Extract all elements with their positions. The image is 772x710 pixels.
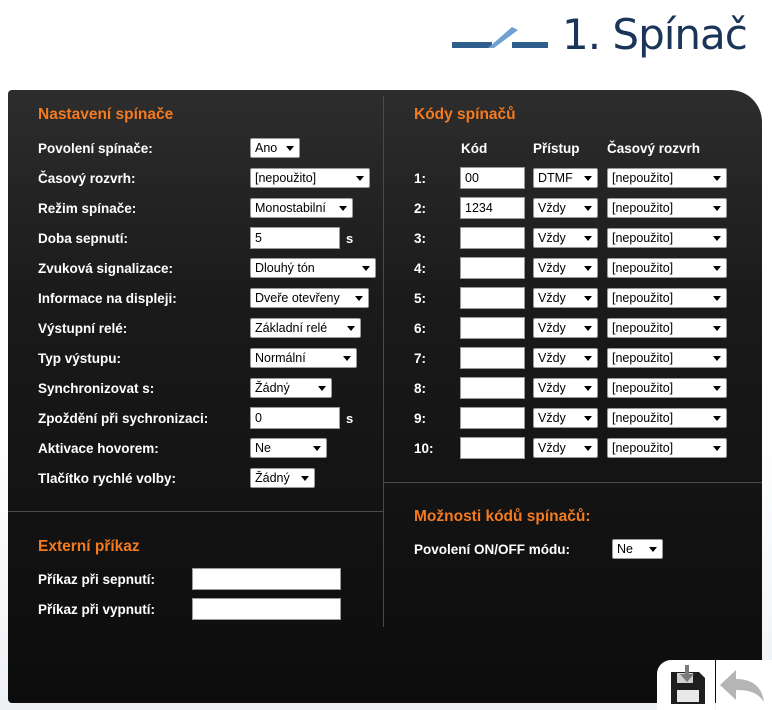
speed-dial-select[interactable]: Žádný bbox=[250, 468, 315, 488]
switch-settings-title: Nastavení spínače bbox=[38, 106, 174, 123]
display-info-select[interactable]: Dveře otevřeny bbox=[250, 288, 369, 308]
schedule-select[interactable]: [nepoužito] bbox=[607, 348, 727, 368]
schedule-select[interactable]: [nepoužito] bbox=[607, 288, 727, 308]
switch-on-time-unit: s bbox=[346, 231, 354, 246]
page-title: 1. Spínač bbox=[562, 10, 747, 59]
switch-mode-label: Režim spínače: bbox=[38, 201, 137, 216]
enable-switch-select[interactable]: Ano bbox=[250, 138, 300, 158]
code-input[interactable]: 1234 bbox=[460, 197, 525, 219]
output-relay-label: Výstupní relé: bbox=[38, 321, 128, 336]
sound-signal-label: Zvuková signalizace: bbox=[38, 261, 174, 276]
cmd-off-input[interactable] bbox=[192, 598, 341, 620]
code-column-header: Kód bbox=[461, 141, 488, 156]
code-input[interactable] bbox=[460, 347, 525, 369]
chevron-down-icon bbox=[362, 266, 370, 271]
chevron-down-icon bbox=[584, 326, 592, 331]
schedule-select[interactable]: [nepoužito] bbox=[607, 438, 727, 458]
chevron-down-icon bbox=[713, 446, 721, 451]
codes-title: Kódy spínačů bbox=[414, 106, 516, 123]
chevron-down-icon bbox=[713, 416, 721, 421]
cmd-on-label: Příkaz při sepnutí: bbox=[38, 572, 156, 587]
back-button[interactable] bbox=[716, 660, 772, 710]
chevron-down-icon bbox=[584, 386, 592, 391]
access-select[interactable]: Vždy bbox=[533, 198, 598, 218]
sync-delay-label: Zpoždění při sychronizaci: bbox=[38, 411, 209, 426]
display-info-label: Informace na displeji: bbox=[38, 291, 177, 306]
code-row-number: 3: bbox=[414, 231, 427, 246]
code-row-number: 9: bbox=[414, 411, 427, 426]
schedule-column-header: Časový rozvrh bbox=[607, 141, 701, 156]
schedule-select[interactable]: [nepoužito] bbox=[607, 228, 727, 248]
schedule-select[interactable]: [nepoužito] bbox=[250, 168, 370, 188]
chevron-down-icon bbox=[584, 416, 592, 421]
code-input[interactable] bbox=[460, 287, 525, 309]
schedule-select[interactable]: [nepoužito] bbox=[607, 318, 727, 338]
access-select[interactable]: Vždy bbox=[533, 288, 598, 308]
enable-switch-label: Povolení spínače: bbox=[38, 141, 153, 156]
switch-icon bbox=[452, 24, 552, 54]
code-row-number: 8: bbox=[414, 381, 427, 396]
access-select[interactable]: DTMF bbox=[533, 168, 598, 188]
save-icon bbox=[657, 660, 715, 710]
call-activation-select[interactable]: Ne bbox=[250, 438, 327, 458]
sync-delay-input[interactable]: 0 bbox=[250, 407, 340, 429]
chevron-down-icon bbox=[649, 547, 657, 552]
chevron-down-icon bbox=[313, 446, 321, 451]
switch-mode-select[interactable]: Monostabilní bbox=[250, 198, 353, 218]
chevron-down-icon bbox=[713, 236, 721, 241]
section-divider-left bbox=[8, 511, 383, 512]
switch-on-time-label: Doba sepnutí: bbox=[38, 231, 128, 246]
chevron-down-icon bbox=[584, 236, 592, 241]
code-options-title: Možnosti kódů spínačů: bbox=[414, 508, 591, 525]
chevron-down-icon bbox=[713, 386, 721, 391]
schedule-label: Časový rozvrh: bbox=[38, 171, 136, 186]
chevron-down-icon bbox=[713, 296, 721, 301]
chevron-down-icon bbox=[584, 176, 592, 181]
external-command-title: Externí příkaz bbox=[38, 538, 140, 555]
call-activation-label: Aktivace hovorem: bbox=[38, 441, 159, 456]
output-type-select[interactable]: Normální bbox=[250, 348, 357, 368]
code-input[interactable] bbox=[460, 437, 525, 459]
sound-signal-select[interactable]: Dlouhý tón bbox=[250, 258, 376, 278]
access-select[interactable]: Vždy bbox=[533, 258, 598, 278]
access-select[interactable]: Vždy bbox=[533, 408, 598, 428]
access-select[interactable]: Vždy bbox=[533, 228, 598, 248]
code-row-number: 1: bbox=[414, 171, 427, 186]
schedule-select[interactable]: [nepoužito] bbox=[607, 378, 727, 398]
chevron-down-icon bbox=[713, 206, 721, 211]
schedule-select[interactable]: [nepoužito] bbox=[607, 408, 727, 428]
cmd-on-input[interactable] bbox=[192, 568, 341, 590]
output-type-label: Typ výstupu: bbox=[38, 351, 122, 366]
chevron-down-icon bbox=[318, 386, 326, 391]
chevron-down-icon bbox=[347, 326, 355, 331]
sync-with-select[interactable]: Žádný bbox=[250, 378, 332, 398]
chevron-down-icon bbox=[355, 296, 363, 301]
chevron-down-icon bbox=[356, 176, 364, 181]
chevron-down-icon bbox=[584, 446, 592, 451]
code-row-number: 4: bbox=[414, 261, 427, 276]
code-row-number: 10: bbox=[414, 441, 434, 456]
access-select[interactable]: Vždy bbox=[533, 378, 598, 398]
cmd-off-label: Příkaz při vypnutí: bbox=[38, 602, 156, 617]
schedule-select[interactable]: [nepoužito] bbox=[607, 198, 727, 218]
access-select[interactable]: Vždy bbox=[533, 348, 598, 368]
chevron-down-icon bbox=[584, 356, 592, 361]
column-divider bbox=[383, 96, 384, 627]
speed-dial-label: Tlačítko rychlé volby: bbox=[38, 471, 177, 486]
code-input[interactable] bbox=[460, 377, 525, 399]
chevron-down-icon bbox=[713, 326, 721, 331]
section-divider-right bbox=[384, 482, 762, 483]
code-input[interactable] bbox=[460, 317, 525, 339]
access-select[interactable]: Vždy bbox=[533, 318, 598, 338]
chevron-down-icon bbox=[713, 266, 721, 271]
code-input[interactable]: 00 bbox=[460, 167, 525, 189]
schedule-select[interactable]: [nepoužito] bbox=[607, 168, 727, 188]
access-column-header: Přístup bbox=[533, 141, 580, 156]
code-row-number: 5: bbox=[414, 291, 427, 306]
chevron-down-icon bbox=[339, 206, 347, 211]
code-row-number: 6: bbox=[414, 321, 427, 336]
chevron-down-icon bbox=[584, 266, 592, 271]
switch-on-time-input[interactable]: 5 bbox=[250, 227, 340, 249]
code-input[interactable] bbox=[460, 227, 525, 249]
chevron-down-icon bbox=[584, 296, 592, 301]
chevron-down-icon bbox=[713, 176, 721, 181]
on-off-mode-label: Povolení ON/OFF módu: bbox=[414, 542, 570, 557]
access-select[interactable]: Vždy bbox=[533, 438, 598, 458]
back-arrow-icon bbox=[716, 660, 772, 710]
save-button[interactable] bbox=[657, 660, 715, 710]
on-off-mode-select[interactable]: Ne bbox=[612, 539, 663, 559]
chevron-down-icon bbox=[343, 356, 351, 361]
schedule-select[interactable]: [nepoužito] bbox=[607, 258, 727, 278]
chevron-down-icon bbox=[301, 476, 309, 481]
chevron-down-icon bbox=[286, 146, 294, 151]
output-relay-select[interactable]: Základní relé bbox=[250, 318, 361, 338]
code-row-number: 2: bbox=[414, 201, 427, 216]
chevron-down-icon bbox=[584, 206, 592, 211]
sync-delay-unit: s bbox=[346, 411, 354, 426]
code-input[interactable] bbox=[460, 407, 525, 429]
code-row-number: 7: bbox=[414, 351, 427, 366]
code-input[interactable] bbox=[460, 257, 525, 279]
chevron-down-icon bbox=[713, 356, 721, 361]
sync-with-label: Synchronizovat s: bbox=[38, 381, 155, 396]
